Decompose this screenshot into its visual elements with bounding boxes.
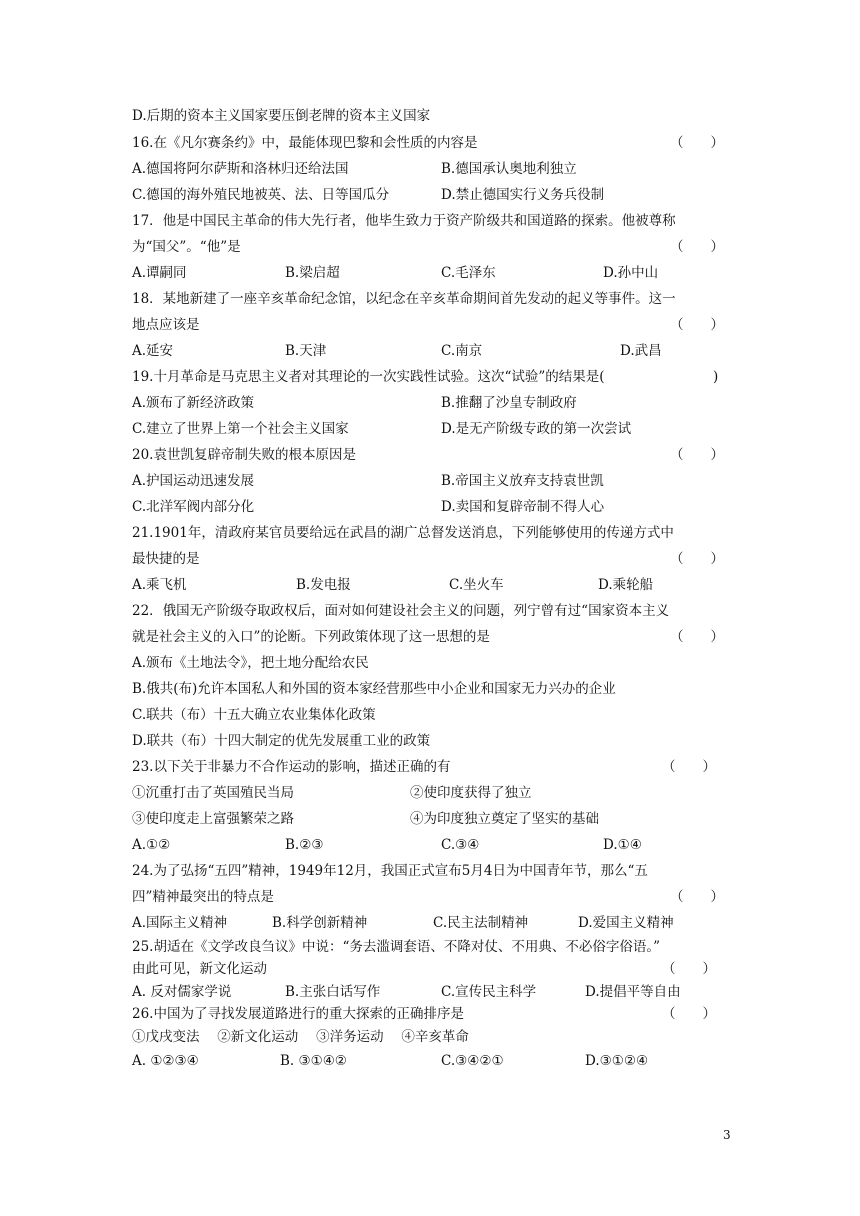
q20-answer-bracket: （ ） [670, 447, 724, 463]
q21-answer-bracket: （ ） [670, 551, 724, 567]
q21-option-c: C.坐火车 [449, 577, 504, 593]
q23-item-1: ①沉重打击了英国殖民当局 [132, 785, 294, 801]
q15-option-d: D.后期的资本主义国家要压倒老牌的资本主义国家 [132, 108, 431, 124]
q22-option-d: D.联共（布）十四大制定的优先发展重工业的政策 [132, 733, 431, 749]
q18-option-a: A.延安 [132, 343, 174, 359]
q24-answer-bracket: （ ） [670, 889, 724, 905]
q17-option-c: C.毛泽东 [441, 265, 496, 281]
q23-option-a: A.①② [132, 837, 171, 853]
q26-option-d: D.③①②④ [585, 1053, 649, 1069]
q18-answer-bracket: （ ） [670, 317, 724, 333]
q22-option-b: B.俄共(布)允许本国私人和外国的资本家经营那些中小企业和国家无力兴办的企业 [132, 681, 616, 697]
q26-option-c: C.③④②① [441, 1053, 504, 1069]
q23-answer-bracket: （ ） [662, 759, 716, 775]
q25-stem-cont: 由此可见，新文化运动 [132, 961, 267, 977]
q24-option-a: A.国际主义精神 [132, 915, 228, 931]
q25-option-a: A. 反对儒家学说 [132, 984, 232, 1000]
q20-option-a: A.护国运动迅速发展 [132, 473, 255, 489]
q21-option-d: D.乘轮船 [598, 577, 654, 593]
q17-answer-bracket: （ ） [670, 239, 724, 255]
q20-option-d: D.卖国和复辟帝制不得人心 [441, 499, 605, 515]
q25-option-d: D.提倡平等自由 [585, 984, 681, 1000]
q26-option-b: B. ③①④② [280, 1053, 347, 1069]
q22-answer-bracket: （ ） [670, 629, 724, 645]
q21-stem-cont: 最快捷的是 [132, 551, 200, 567]
q22-stem-cont: 就是社会主义的入口”的论断。下列政策体现了这一思想的是 [132, 629, 490, 645]
q21-stem: 21.1901年，清政府某官员要给远在武昌的湖广总督发送消息，下列能够使用的传递方式中 [132, 525, 674, 541]
q24-stem: 24.为了弘扬“五四”精神，1949年12月，我国正式宣布5月4日为中国青年节，那么“五 [132, 863, 648, 879]
q24-option-c: C.民主法制精神 [433, 915, 529, 931]
q23-option-c: C.③④ [441, 837, 480, 853]
q18-stem-cont: 地点应该是 [132, 317, 200, 333]
q25-option-b: B.主张白话写作 [285, 984, 381, 1000]
q22-option-a: A.颁布《土地法令》，把土地分配给农民 [132, 655, 369, 671]
q18-option-c: C.南京 [441, 343, 483, 359]
q25-stem: 25.胡适在《文学改良刍议》中说：“务去滥调套语、不降对仗、不用典、不必俗字俗语。” [132, 939, 661, 955]
q19-option-b: B.推翻了沙皇专制政府 [441, 395, 577, 411]
q19-answer-bracket: ) [686, 369, 719, 385]
q23-item-2: ②使印度获得了独立 [410, 785, 532, 801]
q19-option-d: D.是无产阶级专政的第一次尝试 [441, 421, 632, 437]
q21-option-b: B.发电报 [296, 577, 351, 593]
q17-stem-cont: 为“国父”。“他”是 [132, 239, 241, 255]
q16-answer-bracket: （ ） [670, 135, 724, 151]
q24-stem-cont: 四”精神最突出的特点是 [132, 889, 274, 905]
q17-option-d: D.孙中山 [603, 265, 659, 281]
q26-answer-bracket: （ ） [662, 1006, 716, 1022]
q26-option-a: A. ①②③④ [132, 1053, 199, 1069]
q17-stem: 17．他是中国民主革命的伟大先行者，他毕生致力于资产阶级共和国道路的探索。他被尊称 [132, 213, 676, 229]
q19-stem: 19.十月革命是马克思主义者对其理论的一次实践性试验。这次“试验”的结果是( [132, 369, 605, 385]
q17-option-b: B.梁启超 [285, 265, 340, 281]
q19-option-a: A.颁布了新经济政策 [132, 395, 255, 411]
q25-option-c: C.宣传民主科学 [441, 984, 537, 1000]
q20-stem: 20.袁世凯复辟帝制失败的根本原因是 [132, 447, 356, 463]
q16-option-d: D.禁止德国实行义务兵役制 [441, 187, 605, 203]
q16-option-c: C.德国的海外殖民地被英、法、日等国瓜分 [132, 187, 390, 203]
q18-option-b: B.天津 [285, 343, 327, 359]
q22-stem: 22．俄国无产阶级夺取政权后，面对如何建设社会主义的问题，列宁曾有过“国家资本主义 [132, 603, 670, 619]
q16-option-b: B.德国承认奥地利独立 [441, 161, 577, 177]
q21-option-a: A.乘飞机 [132, 577, 187, 593]
q23-item-3: ③使印度走上富强繁荣之路 [132, 811, 294, 827]
q26-items: ①戊戌变法 ②新文化运动 ③洋务运动 ④辛亥革命 [132, 1029, 469, 1045]
q22-option-c: C.联共（布）十五大确立农业集体化政策 [132, 707, 376, 723]
q20-option-b: B.帝国主义放弃支持袁世凯 [441, 473, 604, 489]
q23-stem: 23.以下关于非暴力不合作运动的影响，描述正确的有 [132, 759, 451, 775]
q16-stem: 16.在《凡尔赛条约》中，最能体现巴黎和会性质的内容是 [132, 135, 478, 151]
q23-option-d: D.①④ [603, 837, 642, 853]
q25-answer-bracket: （ ） [662, 961, 716, 977]
q24-option-d: D.爱国主义精神 [578, 915, 674, 931]
q26-stem: 26.中国为了寻找发展道路进行的重大探索的正确排序是 [132, 1006, 464, 1022]
q16-option-a: A.德国将阿尔萨斯和洛林归还给法国 [132, 161, 349, 177]
q23-option-b: B.②③ [285, 837, 324, 853]
page-number: 3 [723, 1128, 731, 1142]
q20-option-c: C.北洋军阀内部分化 [132, 499, 255, 515]
q24-option-b: B.科学创新精神 [272, 915, 368, 931]
q23-item-4: ④为印度独立奠定了坚实的基础 [410, 811, 599, 827]
q17-option-a: A.谭嗣同 [132, 265, 187, 281]
q19-option-c: C.建立了世界上第一个社会主义国家 [132, 421, 349, 437]
q18-option-d: D.武昌 [620, 343, 662, 359]
q18-stem: 18．某地新建了一座辛亥革命纪念馆，以纪念在辛亥革命期间首先发动的起义等事件。这一 [132, 291, 676, 307]
